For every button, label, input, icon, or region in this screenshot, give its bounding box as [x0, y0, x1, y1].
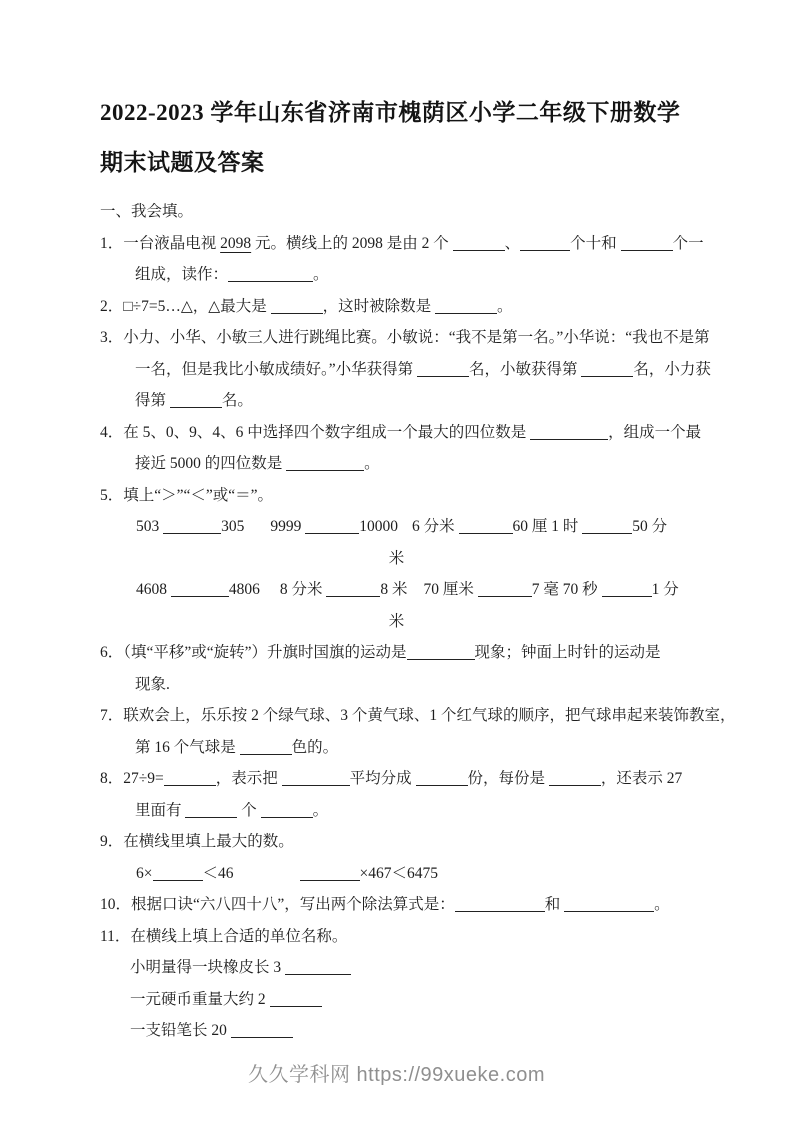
answer-blank [326, 580, 380, 597]
question-text: 第 16 个气球是 [135, 738, 240, 756]
watermark-footer: 久久学科网 https://99xueke.com [247, 1064, 546, 1086]
question-text: 4．在 5、0、9、4、6 中选择四个数字组成一个最大的四位数是 [100, 423, 531, 441]
answer-blank [185, 801, 237, 818]
question-text: 1 分 [651, 581, 679, 598]
question-text: 个 [237, 801, 261, 819]
question-text: ＜46 [202, 864, 234, 882]
answer-blank [549, 769, 601, 786]
q9-row [100, 858, 693, 890]
answer-blank [153, 864, 203, 881]
document-title: 2022-2023 学年山东省济南市槐荫区小学二年级下册数学期末试题及答案 [100, 100, 681, 175]
q9-line1 [100, 826, 693, 858]
answer-blank [170, 391, 222, 408]
question-text: ，表示把 [215, 770, 282, 787]
answer-blank [435, 297, 497, 314]
question-text: 50 分 [632, 518, 668, 535]
question-text: 6× [136, 864, 153, 882]
question-text: 、 [504, 234, 521, 252]
question-text: 个十和 [570, 234, 621, 252]
q10-line1 [100, 889, 693, 921]
answer-blank [416, 769, 468, 786]
question-text: 60 厘 1 时 [512, 518, 583, 535]
answer-blank [581, 360, 633, 377]
question-text: 份，每份是 [467, 770, 549, 787]
question-text: 。 [654, 896, 670, 913]
underlined-value: 2098 [220, 234, 252, 252]
question-text: 5．填上“＞”“＜”或“＝”。 [100, 486, 274, 504]
question-text: 3．小力、小华、小敏三人进行跳绳比赛。小敏说：“我不是第一名。”小华说：“我也不是第 [100, 329, 710, 346]
answer-blank [228, 265, 313, 282]
q8-line2 [100, 795, 693, 827]
q6-line1 [100, 637, 693, 669]
q3-line3 [100, 385, 693, 417]
answer-blank [478, 580, 532, 597]
q1-line2 [100, 259, 693, 291]
question-text: 6．（填“平移”或“旋转”）升旗时国旗的运动是 [100, 644, 407, 661]
question-text: 小明量得一块橡皮长 3 [130, 959, 286, 976]
question-text: 接近 5000 的四位数是 [135, 455, 287, 472]
q3-line1 [100, 322, 710, 354]
question-text: 现象. [135, 675, 170, 693]
answer-blank [453, 234, 505, 251]
question-text: 。 [312, 801, 329, 819]
question-text: 一元硬币重量大约 2 [130, 990, 270, 1008]
question-lines [100, 196, 736, 1047]
question-text: 。 [364, 455, 380, 472]
answer-blank [407, 643, 475, 660]
q5-row1 [100, 511, 693, 543]
answer-blank [240, 738, 292, 755]
question-text: 现象；钟面上时针的运动是 [474, 644, 661, 661]
column-gap [398, 530, 412, 531]
question-text: 2．□÷7=5…△，△最大是 [100, 297, 271, 315]
question-text: ，这时被除数是 [322, 297, 435, 315]
question-text: 里面有 [135, 801, 186, 819]
question-text: 元。横线上的 2098 是由 2 个 [251, 234, 453, 252]
question-text: 503 [136, 518, 164, 535]
q5-line1 [100, 480, 693, 512]
question-text: 4608 [136, 581, 171, 598]
q1-line1 [100, 228, 704, 260]
question-text: 一支铅笔长 20 [130, 1022, 231, 1039]
question-text: 8．27÷9= [100, 770, 164, 787]
q7-line2 [100, 732, 693, 764]
question-text: 8 分米 [279, 581, 327, 598]
question-text: 305 [221, 518, 245, 535]
q4-line2 [100, 448, 693, 480]
answer-blank [171, 580, 229, 597]
section-1-heading [100, 196, 693, 228]
q11-sub1 [100, 952, 693, 984]
question-text: 平均分成 [349, 770, 416, 787]
answer-blank [261, 801, 313, 818]
answer-blank [455, 895, 545, 912]
q4-line1 [100, 417, 702, 449]
question-text: 。 [313, 266, 329, 283]
question-text: 得第 [135, 392, 170, 409]
question-text: 一、我会填。 [100, 203, 194, 220]
answer-blank [459, 517, 513, 534]
question-text: 组成，读作： [135, 266, 229, 283]
answer-blank [305, 517, 359, 534]
q6-line2 [100, 669, 693, 701]
q5-row2 [100, 574, 693, 606]
question-text: ×467＜6475 [359, 864, 439, 882]
q11-sub3 [100, 1015, 693, 1047]
question-text: 7 毫 70 秒 [531, 581, 602, 598]
answer-blank [164, 769, 216, 786]
question-text: 米 [388, 612, 405, 630]
answer-blank [417, 360, 469, 377]
q3-line2 [100, 354, 711, 386]
question-text: 7．联欢会上，乐乐按 2 个绿气球、3 个黄气球、1 个红气球的顺序，把气球串起来装饰教室， [100, 707, 736, 724]
answer-blank [282, 769, 350, 786]
question-text: ，组成一个最 [608, 423, 702, 441]
question-text: 1．一台液晶电视 [100, 234, 221, 252]
answer-blank [520, 234, 570, 251]
question-text: 9．在横线里填上最大的数。 [100, 833, 294, 850]
answer-blank [602, 580, 652, 597]
question-text: 色的。 [291, 738, 339, 756]
q7-line1 [100, 700, 736, 732]
answer-blank [271, 297, 323, 314]
answer-blank [286, 454, 364, 471]
q8-line1 [100, 763, 693, 795]
question-text: 个一 [672, 234, 704, 252]
q5-row2-wrap [100, 606, 693, 638]
question-text: 名，小敏获得第 [469, 360, 582, 378]
q11-sub2 [100, 984, 693, 1016]
answer-blank [231, 1021, 293, 1038]
question-text: 4806 [228, 581, 260, 598]
question-text: 名。 [221, 392, 253, 409]
answer-blank [621, 234, 673, 251]
column-gap [244, 530, 270, 531]
question-text: 一名，但是我比小敏成绩好。”小华获得第 [135, 360, 418, 378]
q11-line1 [100, 921, 693, 953]
column-gap [408, 593, 424, 594]
question-text: 。 [496, 297, 513, 315]
question-text: 米 [388, 549, 405, 567]
column-gap [234, 877, 300, 878]
answer-blank [564, 895, 654, 912]
answer-blank [530, 423, 608, 440]
question-text: ，还表示 27 [600, 770, 683, 787]
column-gap [260, 593, 280, 594]
answer-blank [285, 958, 351, 975]
question-text: 11．在横线上填上合适的单位名称。 [100, 927, 348, 945]
answer-blank [582, 517, 632, 534]
question-text: 10．根据口诀“六八四十八”，写出两个除法算式是： [100, 896, 455, 913]
question-text: 9999 [270, 518, 306, 535]
answer-blank [300, 864, 360, 881]
question-text: 8 米 [380, 581, 408, 598]
question-text: 和 [544, 896, 565, 913]
question-text: 70 厘米 [423, 581, 478, 598]
q5-row1-wrap [100, 543, 693, 575]
question-text: 6 分米 [412, 518, 459, 535]
answer-blank [270, 990, 322, 1007]
question-text: 名，小力获 [633, 360, 711, 378]
q2-line1 [100, 291, 693, 323]
answer-blank [163, 517, 221, 534]
question-text: 10000 [359, 518, 398, 535]
